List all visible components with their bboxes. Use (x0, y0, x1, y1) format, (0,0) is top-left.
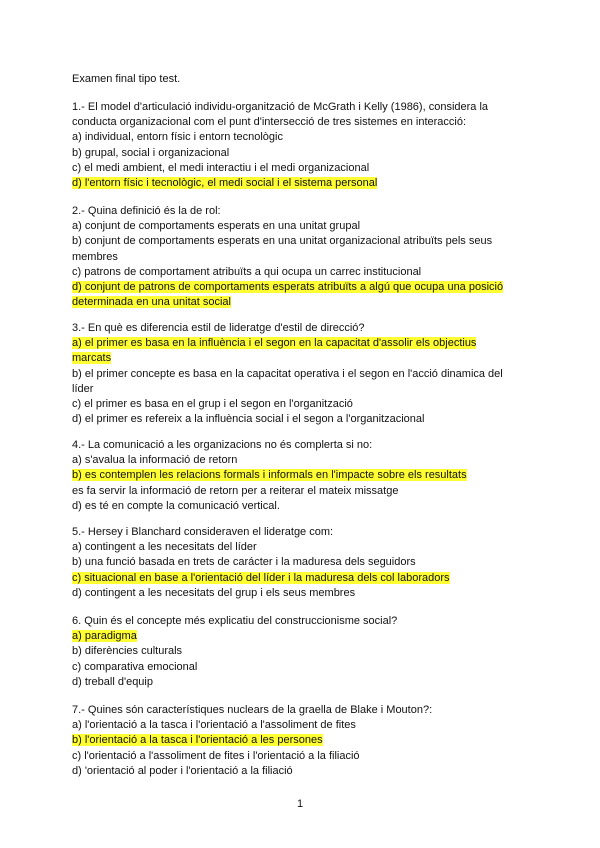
question-5 (72, 525, 532, 601)
answer-line (72, 453, 532, 468)
question-text (72, 525, 532, 540)
question-text (72, 614, 532, 629)
line-text: a) s'avalua la informació de retorn (72, 454, 238, 467)
line-text: c) patrons de comportament atribuïts a qui ocupa un carrec institucional (72, 265, 422, 278)
line-text: conducta organizacional com el punt d'intersecció de tres sistemes en interacció: (72, 116, 467, 129)
page-number: 1 (296, 798, 304, 810)
question-6 (72, 614, 532, 690)
answer-line (72, 764, 532, 779)
line-text: es fa servir la informació de retorn per a reiterar el mateix missatge (72, 484, 399, 497)
answer-line (72, 468, 532, 483)
answer-line (72, 484, 532, 499)
answer-line (72, 295, 532, 310)
answer-line (72, 571, 532, 586)
line-text: 1.- El model d'articulació individu-organització de McGrath i Kelly (1986), considera la (72, 101, 489, 113)
line-text: a) conjunt de comportaments esperats en una unitat grupal (72, 220, 361, 233)
document-title: Examen final tipo test. (72, 73, 181, 85)
highlighted-text: marcats (72, 352, 112, 365)
line-text: c) el primer es basa en el grup i el segon en l'organització (72, 398, 353, 411)
line-text: c) el medi ambient, el medi interactiu i el medi organizacional (72, 161, 370, 174)
line-text: d) el primer es refereix a la influència social i el segon a l'organitzacional (72, 413, 425, 426)
answer-line (72, 250, 532, 265)
question-text (72, 703, 532, 718)
question-text (72, 438, 532, 453)
answer-line (72, 146, 532, 161)
answer-line (72, 336, 532, 351)
highlighted-text: d) l'entorn físic i tecnològic, el medi social i el sistema personal (72, 177, 378, 190)
highlighted-text: d) conjunt de patrons de comportaments esperats atribuïts a algú que ocupa una posició (72, 281, 504, 294)
answer-line (72, 733, 532, 748)
line-text: 2.- Quina definició és la de rol: (72, 205, 221, 217)
line-text: c) l'orientació a l'assoliment de fites i l'orientació a la filiació (72, 749, 360, 762)
line-text: a) individual, entorn físic i entorn tecnològic (72, 131, 283, 144)
question-1 (72, 100, 532, 191)
answer-line (72, 234, 532, 249)
line-text: 6. Quin és el concepte més explicatiu del construccionisme social? (72, 615, 398, 627)
line-text: c) comparativa emocional (72, 660, 198, 673)
question-text (72, 321, 532, 336)
line-text: a) l'orientació a la tasca i l'orientació a l'assoliment de fites (72, 719, 356, 732)
question-7 (72, 703, 532, 779)
answer-line (72, 382, 532, 397)
line-text: b) una funció basada en trets de carácter i la maduresa dels seguidors (72, 556, 416, 569)
answer-line (72, 367, 532, 382)
question-text (72, 204, 532, 219)
highlighted-text: b) es contemplen les relacions formals i informals en l'impacte sobre els resultats (72, 469, 467, 482)
answer-line (72, 130, 532, 145)
line-text: líder (72, 382, 94, 395)
line-text: 5.- Hersey i Blanchard consideraven el lideratge com: (72, 526, 334, 538)
line-text: b) el primer concepte es basa en la capacitat operativa i el segon en l'acció dinamica del (72, 367, 503, 380)
line-text: d) contingent a les necesitats del grup i els seus membres (72, 586, 356, 599)
answer-line (72, 555, 532, 570)
highlighted-text: determinada en una unitat social (72, 296, 231, 309)
answer-line (72, 161, 532, 176)
answer-line (72, 644, 532, 659)
answer-line (72, 397, 532, 412)
answer-line (72, 115, 532, 130)
highlighted-text: c) situacional en base a l'orientació del líder i la maduresa dels col laboradors (72, 571, 450, 584)
answer-line (72, 540, 532, 555)
line-text: b) diferències culturals (72, 645, 183, 658)
line-text: b) grupal, social i organizacional (72, 146, 230, 159)
line-text: d) es té en compte la comunicació vertical. (72, 499, 280, 512)
question-2 (72, 204, 532, 310)
line-text: a) contingent a les necesitats del líder (72, 541, 257, 554)
answer-line (72, 675, 532, 690)
line-text: b) conjunt de comportaments esperats en una unitat organizacional atribuïts pels seus (72, 235, 493, 248)
question-text (72, 100, 532, 115)
line-text: membres (72, 250, 118, 263)
line-text: d) treball d'equip (72, 675, 153, 688)
highlighted-text: a) el primer es basa en la influència i el segon en la capacitat d'assolir els objectius (72, 337, 477, 350)
answer-line (72, 265, 532, 280)
line-text: 3.- En què es diferencia estil de lideratge d'estil de direcció? (72, 322, 365, 334)
highlighted-text: b) l'orientació a la tasca i l'orientació a les persones (72, 734, 323, 747)
answer-line (72, 412, 532, 427)
answer-line (72, 176, 532, 191)
answer-line (72, 586, 532, 601)
answer-line (72, 718, 532, 733)
line-text: 4.- La comunicació a les organizacions no és complerta si no: (72, 439, 373, 451)
line-text: 7.- Quines són característiques nuclears de la graella de Blake i Mouton?: (72, 704, 433, 716)
answer-line (72, 749, 532, 764)
answer-line (72, 351, 532, 366)
line-text: d) 'orientació al poder i l'orientació a la filiació (72, 764, 293, 777)
question-4 (72, 438, 532, 514)
answer-line (72, 280, 532, 295)
answer-line (72, 499, 532, 514)
highlighted-text: a) paradigma (72, 630, 137, 643)
answer-line (72, 219, 532, 234)
answer-line (72, 629, 532, 644)
answer-line (72, 660, 532, 675)
question-3 (72, 321, 532, 427)
